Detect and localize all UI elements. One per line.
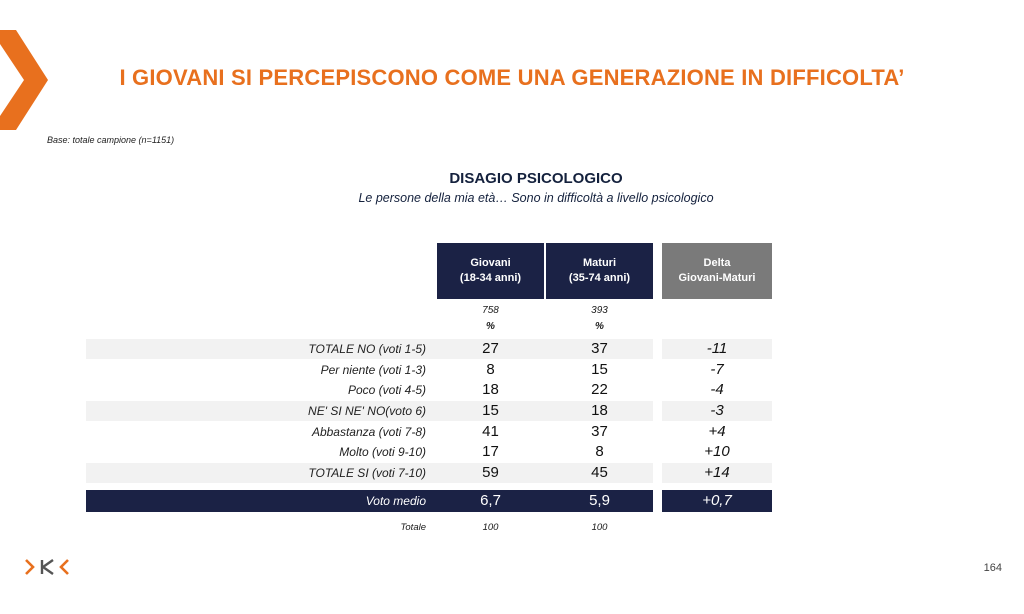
delta-value: +14 [704, 464, 730, 481]
maturi-value: 22 [591, 381, 608, 398]
maturi-value: 8 [595, 443, 604, 460]
section-subtitle: Le persone della mia età… Sono in difficoltà a livello psicologico [358, 191, 714, 205]
giovani-value: 15 [482, 402, 499, 419]
slide-title: I GIOVANI SI PERCEPISCONO COME UNA GENERAZIONE IN DIFFICOLTA’ [119, 65, 905, 90]
section-title: DISAGIO PSICOLOGICO [449, 170, 623, 187]
column-header-maturi [546, 243, 653, 299]
column-header-line2: (35-74 anni) [568, 272, 631, 284]
row-label: Abbastanza (voti 7-8) [311, 425, 426, 439]
total-label: Totale [400, 522, 426, 533]
column-header-line1: Maturi [583, 257, 616, 269]
maturi-value: 18 [591, 402, 608, 419]
base-count-unit: % [486, 321, 495, 332]
mean-giovani-value: 6,7 [480, 492, 501, 509]
row-label: NE' SI NE' NO(voto 6) [308, 404, 426, 418]
giovani-value: 27 [482, 340, 499, 357]
row-label: TOTALE NO (voti 1-5) [308, 342, 426, 356]
total-maturi: 100 [591, 522, 608, 533]
delta-value: -7 [710, 361, 724, 378]
giovani-value: 8 [486, 361, 495, 378]
maturi-value: 45 [591, 464, 608, 481]
maturi-value: 37 [591, 423, 608, 440]
maturi-value: 37 [591, 340, 608, 357]
giovani-value: 17 [482, 443, 499, 460]
base-count-unit: % [595, 321, 604, 332]
column-header-giovani [437, 243, 544, 299]
row-label: Per niente (voti 1-3) [320, 363, 426, 377]
column-header-delta [662, 243, 772, 299]
giovani-value: 41 [482, 423, 499, 440]
base-count-value: 758 [482, 305, 499, 316]
page-number: 164 [983, 562, 1002, 574]
row-label: Poco (voti 4-5) [347, 383, 426, 397]
base-count-maturi [546, 303, 653, 335]
column-header-line1: Giovani [470, 257, 511, 269]
column-header-line2: (18-34 anni) [459, 272, 522, 284]
delta-value: -3 [710, 402, 724, 419]
mean-maturi-value: 5,9 [589, 492, 610, 509]
base-note: Base: totale campione (n=1151) [47, 135, 175, 145]
base-count-value: 393 [591, 305, 608, 316]
row-label: Molto (voti 9-10) [339, 445, 426, 459]
maturi-value: 15 [591, 361, 608, 378]
total-giovani: 100 [482, 522, 499, 533]
mean-label: Voto medio [365, 494, 426, 508]
delta-value: +10 [704, 443, 730, 460]
logo-icon [24, 558, 70, 576]
base-count-giovani [437, 303, 544, 335]
column-header-line1: Delta [703, 257, 731, 269]
delta-value: +4 [708, 423, 726, 440]
mean-delta-value: +0,7 [702, 492, 732, 509]
delta-value: -11 [706, 340, 728, 357]
giovani-value: 18 [482, 381, 499, 398]
row-label: TOTALE SI (voti 7-10) [308, 466, 426, 480]
column-header-line2: Giovani-Maturi [678, 272, 756, 284]
giovani-value: 59 [482, 464, 499, 481]
delta-value: -4 [710, 381, 724, 398]
